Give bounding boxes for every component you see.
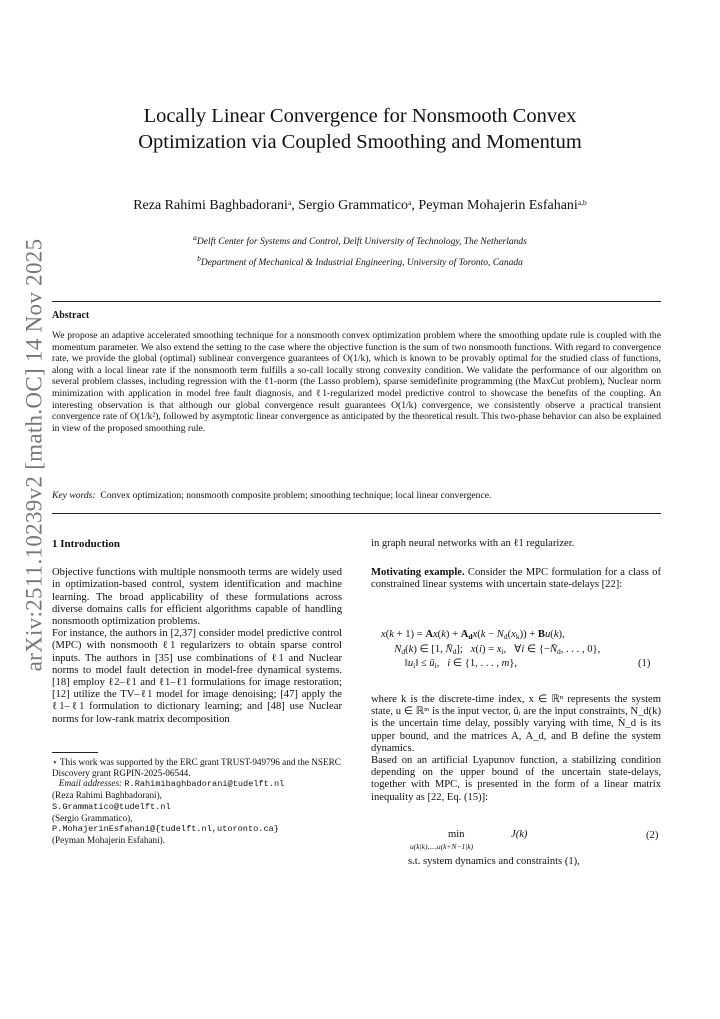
equation-1-number: (1): [638, 658, 651, 669]
abstract-bottom-rule: [52, 513, 661, 514]
lyapunov-paragraph: Based on an artificial Lyapunov function, a stabilizing condition depending on the upper bound of the uncertain state-delays, together with MPC, is presented in the form of a linear matrix inequality as [22, Eq. (15)]:: [371, 755, 661, 803]
right-column-continuation: in graph neural networks with an ℓ1 regularizer.: [371, 538, 575, 549]
footnote-mark: ⋆: [52, 757, 58, 767]
abstract-top-rule: [52, 301, 661, 302]
author-list: Reza Rahimi Baghbadorani$^a$, Sergio Grammatico$^a$, Peyman Mohajerin Esfahani$^{a,b}$: [133, 198, 587, 213]
author-3: Peyman Mohajerin Esfahani: [418, 198, 578, 213]
intro-heading: 1 Introduction: [52, 538, 120, 550]
equation-2-constraint: s.t. system dynamics and constraints (1),: [408, 856, 580, 867]
motivating-example: [371, 567, 661, 591]
author-2-mark: a: [408, 198, 412, 207]
abstract-heading: Abstract: [52, 310, 90, 321]
arxiv-identifier: arXiv:2511.10239v2 [math.OC] 14 Nov 2025: [21, 238, 46, 672]
keywords-label: Key words:: [52, 490, 96, 501]
keywords-text: Convex optimization; nonsmooth composite problem; smoothing technique; local linear convergence.: [100, 490, 492, 501]
affiliation-a: $^a$Delft Center for Systems and Control, Delft University of Technology, The Netherlands: [193, 233, 527, 247]
email-2-name: (Sergio Grammatico),: [52, 812, 133, 823]
title-line-2: Optimization via Coupled Smoothing and Momentum: [138, 131, 582, 153]
email-2: S.Grammatico@tudelft.nl: [52, 801, 171, 812]
equation-2-subscript: u(k|k),...,u(k+N−1|k): [410, 842, 474, 851]
equation-2: [410, 828, 662, 858]
email-3-name: (Peyman Mohajerin Esfahani).: [52, 834, 166, 845]
motivating-text: Consider the MPC formulation for a class of constrained linear systems with uncertain state-delays [22]:: [371, 567, 661, 591]
email-label: Email addresses:: [58, 778, 123, 789]
paper-title: [60, 103, 660, 155]
author-3-mark: a,b: [577, 198, 587, 207]
equation-2-min: min: [448, 829, 465, 840]
author-1: Reza Rahimi Baghbadorani: [133, 198, 288, 213]
intro-paragraph-2: For instance, the authors in [2,37] consider model predictive control (MPC) with nonsmooth ℓ1 regularizers to obtain sparse control inputs. The authors in [35] use combinations of ℓ1 and Nuclear norms to model fault detection in model-free dynamical systems. [18] employ ℓ2–ℓ1 and ℓ1–ℓ1 formulations for image restoration; [12] utilize the TV–ℓ1 model for image denoising; [47] apply the ℓ1–ℓ1 formulation to dictionary learning; and [48] use Nuclear norms for low-rank matrix decomposition: [52, 628, 342, 725]
left-column: [52, 538, 342, 726]
equation-2-objective: J(k): [511, 829, 528, 840]
author-1-mark: a: [287, 198, 292, 207]
footnote-funding: This work was supported by the ERC grant TRUST-949796 and the NSERC Discovery grant RGPIN-2025-06544.: [52, 757, 341, 778]
affiliation-b: $^b$Department of Mechanical & Industrial Engineering, University of Toronto, Canada: [197, 254, 523, 268]
footnote-rule: [52, 752, 98, 753]
footnote: [52, 757, 342, 846]
email-3: P.MohajerinEsfahani@{tudelft.nl,utoronto.ca}: [52, 824, 279, 835]
abstract-text: We propose an adaptive accelerated smoothing technique for a nonsmooth convex optimization problem where the smoothing update rule is coupled with the momentum parameter. We also extend the setting to the case where the objective function is the sum of two nonsmooth functions. With regard to convergence rate, we provide the global (optimal) sublinear convergence guarantees of O(1/k), which is known to be provably optimal for the studied class of functions, along with a local linear rate if the nonsmooth term fulfills a so-call locally strong convexity condition. We validate the performance of our algorithm on several problem classes, including regression with the ℓ1-norm (the Lasso problem), sparse semidefinite programming (the MaxCut problem), Nuclear norm minimization with application in model free fault diagnosis, and ℓ1-regularized model predictive control to showcase the benefits of the coupling. An interesting observation is that although our global convergence result guarantees O(1/k) convergence, we consistently observe a practical transient convergence rate of O(1/k²), followed by asymptotic linear convergence as anticipated by the theoretical result. This two-phase behavior can also be explained in view of the proposed smoothing rule.: [52, 330, 661, 434]
equation-1: $x(k + 1) = Ax(k) + A_dx(k - N_d(x_k)) + Bu(k)$, $N_d(k)$ ∈ [1, $N̄_d$]; $x(i) = x_i$, ∀i ∈ {$-N̄_d$, . . . , 0}, $‖u_i‖$ ≤ $ū_i$, i ∈ {1, . . . , m},: [381, 629, 601, 670]
right-column-top: [371, 538, 661, 592]
author-2: Sergio Grammatico: [298, 198, 409, 213]
email-1-name: (Reza Rahimi Baghbadorani),: [52, 790, 162, 801]
title-line-1: Locally Linear Convergence for Nonsmooth Convex: [143, 105, 577, 127]
motivating-heading: Motivating example.: [371, 567, 465, 579]
keywords: [52, 490, 661, 501]
intro-paragraph-1: Objective functions with multiple nonsmooth terms are widely used in optimization-based control, system identification and machine learning. The broad applicability of these formulations across diverse domains calls for efficient algorithms capable of handling nonsmooth optimization problems.: [52, 567, 342, 628]
right-column-body: [371, 694, 661, 804]
equation-1-explanation: where k is the discrete-time index, x ∈ ℝⁿ represents the system state, u ∈ ℝᵐ is the input vector, ūᵢ are the input constraints, N_d(k) is the uncertain time delay, possibly varying with time, N̄_d is its upper bound, and the matrices A, A_d, and B define the system dynamics.: [371, 694, 661, 754]
equation-2-number: (2): [646, 830, 659, 841]
email-1: R.Rahimibaghbadorani@tudelft.nl: [124, 779, 285, 790]
